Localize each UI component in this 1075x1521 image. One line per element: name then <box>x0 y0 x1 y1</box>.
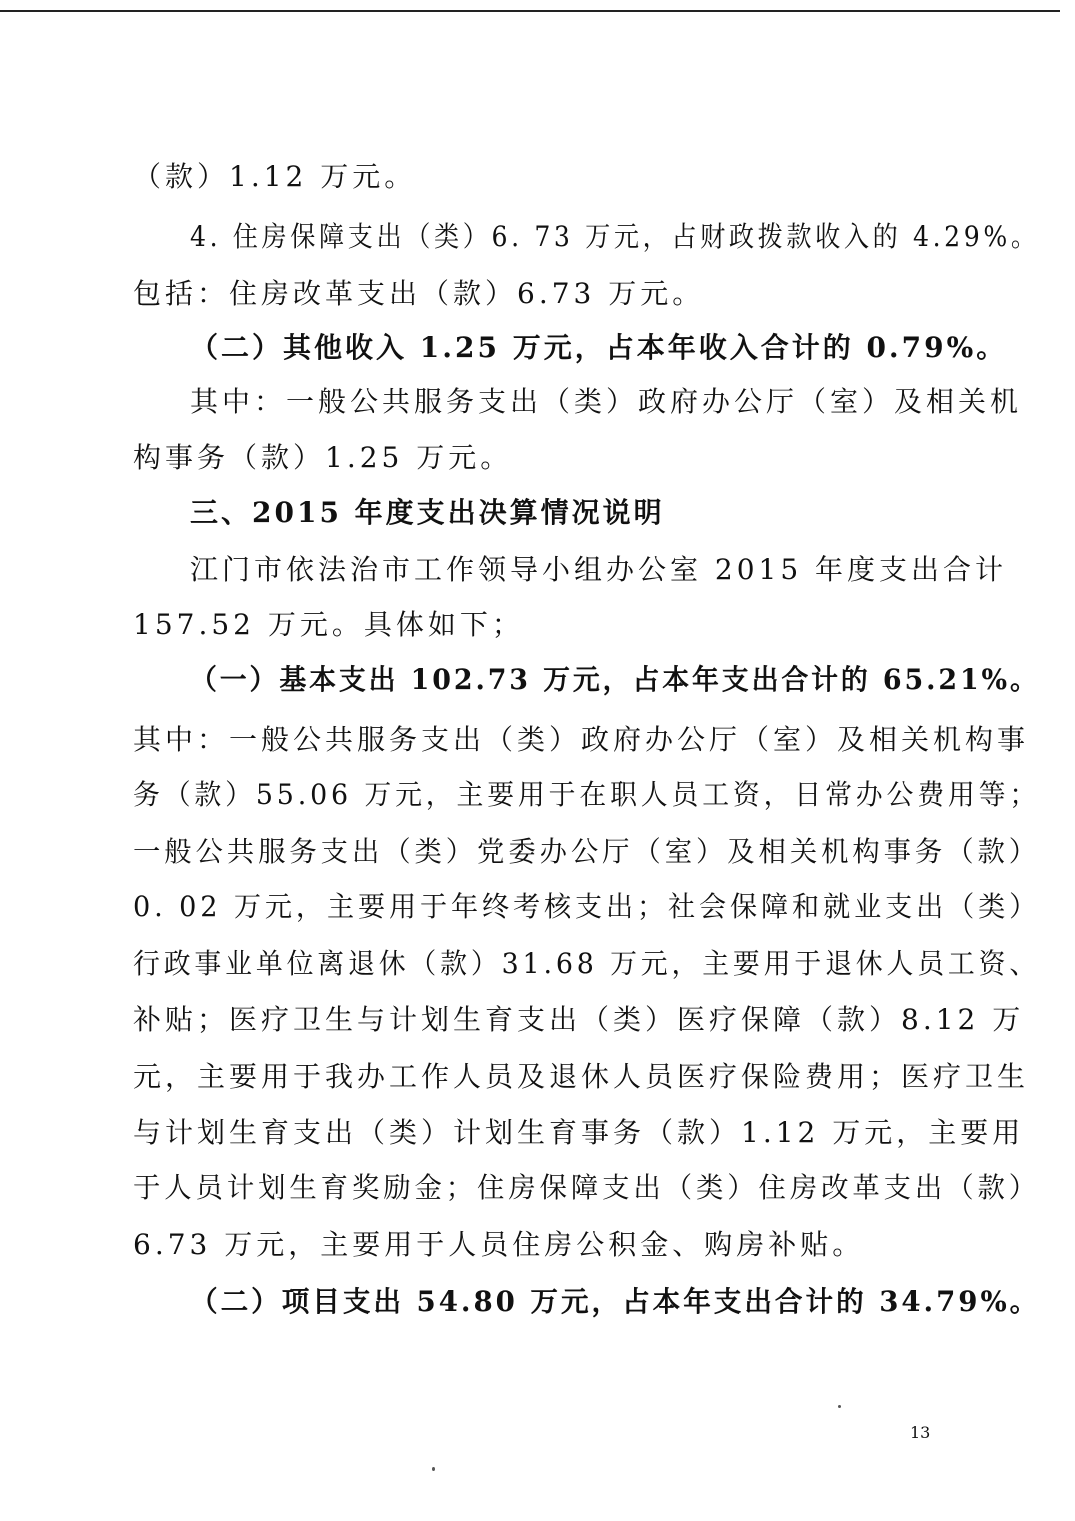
section-heading-expenditure: 三、2015 年度支出决算情况说明 <box>190 496 665 529</box>
text-line-2: 4. 住房保障支出（类）6. 73 万元，占财政拨款收入的 4.29%。 <box>190 220 1040 253</box>
text-line-11: 其中：一般公共服务支出（类）政府办公厅（室）及相关机构事 <box>133 723 1030 756</box>
text-line-14: 0. 02 万元，主要用于年终考核支出；社会保障和就业支出（类） <box>133 890 1041 923</box>
text-line-6: 构事务（款）1.25 万元。 <box>133 441 513 474</box>
scan-speck <box>838 1405 841 1408</box>
section-heading-basic-expenditure: （一）基本支出 102.73 万元，占本年支出合计的 65.21%。 <box>190 663 1040 696</box>
text-line-17: 元，主要用于我办工作人员及退休人员医疗保险费用；医疗卫生 <box>133 1060 1030 1093</box>
text-line-16: 补贴；医疗卫生与计划生育支出（类）医疗保障（款）8.12 万 <box>133 1003 1025 1036</box>
section-heading-project-expenditure: （二）项目支出 54.80 万元，占本年支出合计的 34.79%。 <box>190 1285 1041 1318</box>
text-line-5: 其中：一般公共服务支出（类）政府办公厅（室）及相关机 <box>190 385 1023 418</box>
section-heading-other-income: （二）其他收入 1.25 万元，占本年收入合计的 0.79%。 <box>190 331 1008 364</box>
text-line-9: 157.52 万元。具体如下； <box>133 608 524 641</box>
text-line-3: 包括：住房改革支出（款）6.73 万元。 <box>133 277 705 310</box>
header-rule <box>0 10 1060 12</box>
text-line-1: （款）1.12 万元。 <box>133 160 417 193</box>
text-line-13: 一般公共服务支出（类）党委办公厅（室）及相关机构事务（款） <box>133 835 1041 868</box>
scan-speck <box>432 1467 435 1471</box>
text-line-18: 与计划生育支出（类）计划生育事务（款）1.12 万元，主要用 <box>133 1116 1025 1149</box>
text-line-19: 于人员计划生育奖励金；住房保障支出（类）住房改革支出（款） <box>133 1171 1041 1204</box>
page-number: 13 <box>910 1423 931 1442</box>
text-line-8: 江门市依法治市工作领导小组办公室 2015 年度支出合计 <box>190 553 1008 586</box>
text-line-15: 行政事业单位离退休（款）31.68 万元，主要用于退休人员工资、 <box>133 947 1041 980</box>
text-line-12: 务（款）55.06 万元，主要用于在职人员工资，日常办公费用等； <box>133 778 1041 811</box>
text-line-20: 6.73 万元，主要用于人员住房公积金、购房补贴。 <box>133 1228 865 1261</box>
